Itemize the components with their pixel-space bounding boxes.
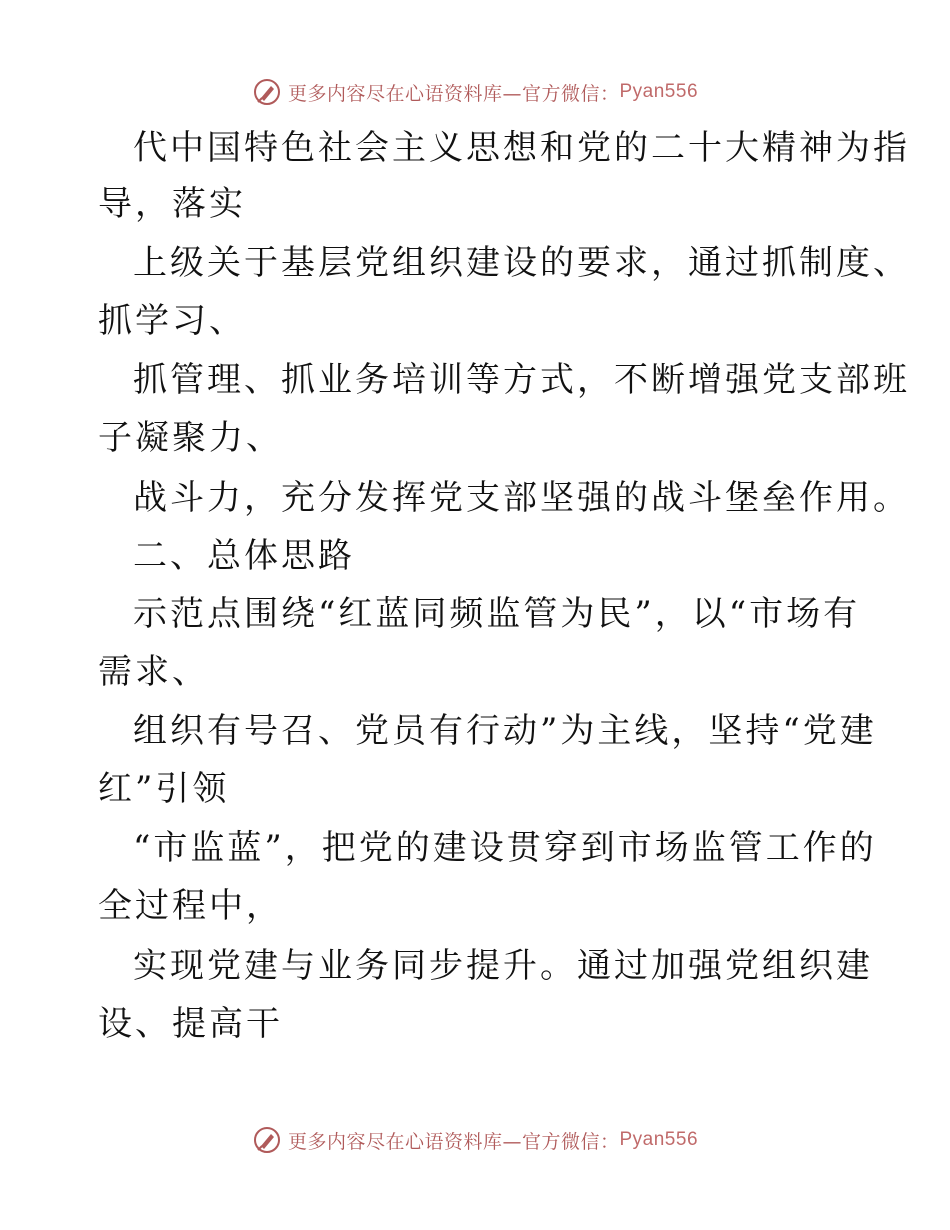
text-line-9: 示范点围绕“红蓝同频监管为民”，以“市场有 xyxy=(133,594,861,634)
text-line-14: 全过程中， xyxy=(98,886,283,926)
watermark-wechat-id: Pyan556 xyxy=(619,1129,699,1150)
text-line-5: 抓管理、抓业务培训等方式，不断增强党支部班 xyxy=(133,360,910,400)
watermark-text: 更多内容尽在心语资料库—官方微信： xyxy=(287,1130,620,1153)
text-line-13: “市监蓝”，把党的建设贯穿到市场监管工作的 xyxy=(133,828,877,868)
header-watermark xyxy=(0,72,950,112)
watermark-wechat-id: Pyan556 xyxy=(619,81,699,102)
pen-logo-icon xyxy=(252,1125,282,1155)
text-line-6: 子凝聚力、 xyxy=(98,418,283,458)
watermark-text: 更多内容尽在心语资料库—官方微信： xyxy=(287,82,620,105)
text-line-16: 设、提高干 xyxy=(98,1004,283,1044)
footer-watermark xyxy=(0,1120,950,1160)
text-line-1: 代中国特色社会主义思想和党的二十大精神为指 xyxy=(133,128,910,168)
text-line-2: 导，落实 xyxy=(98,184,246,224)
text-line-4: 抓学习、 xyxy=(98,301,246,341)
text-line-10: 需求、 xyxy=(98,652,209,692)
text-line-7: 战斗力，充分发挥党支部坚强的战斗堡垒作用。 xyxy=(133,478,910,518)
section-heading: 二、总体思路 xyxy=(133,536,355,576)
pen-logo-icon xyxy=(252,77,282,107)
text-line-11: 组织有号召、党员有行动”为主线，坚持“党建 xyxy=(133,711,877,751)
text-line-12: 红”引领 xyxy=(98,769,230,809)
text-line-15: 实现党建与业务同步提升。通过加强党组织建 xyxy=(133,946,873,986)
text-line-3: 上级关于基层党组织建设的要求，通过抓制度、 xyxy=(133,243,910,283)
